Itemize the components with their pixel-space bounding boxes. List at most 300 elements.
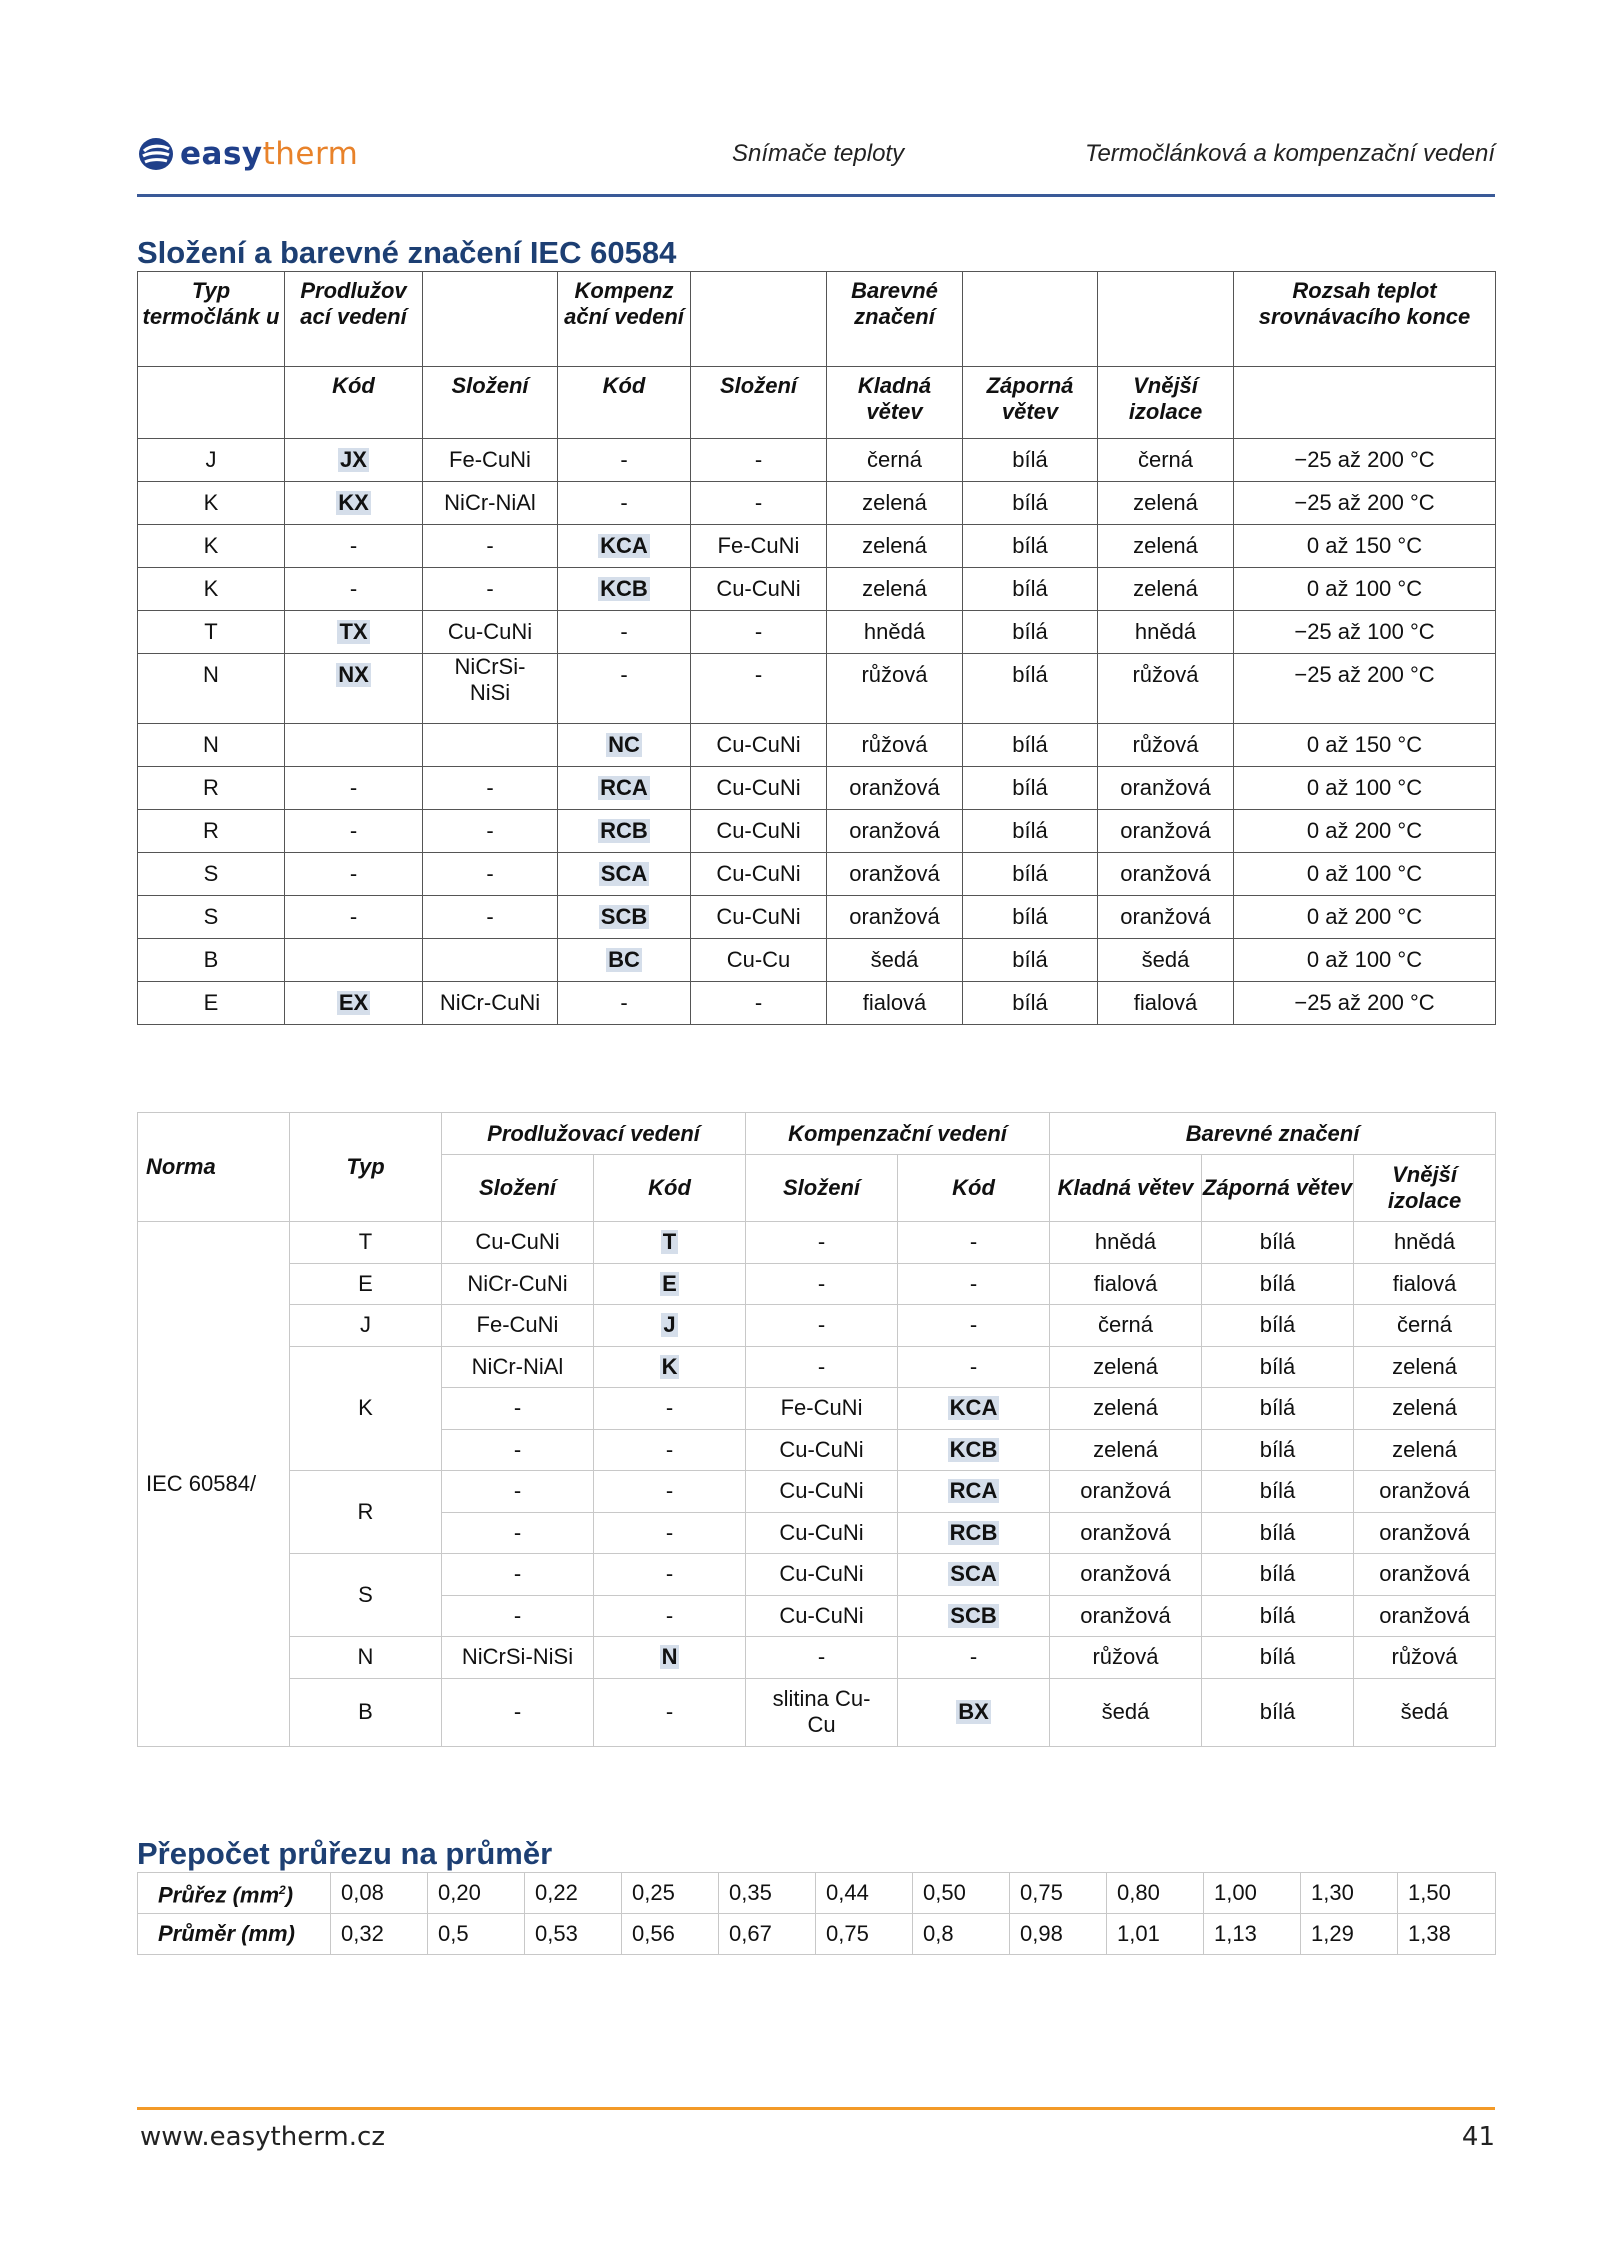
- col-header-comp-composition: Složení: [746, 1155, 898, 1222]
- page-number: 41: [1461, 2122, 1495, 2152]
- cell-pos: oranžová: [1050, 1554, 1202, 1596]
- col-subheader: Vnější izolace: [1098, 367, 1234, 439]
- cell-comp-code: [558, 853, 691, 896]
- cell-pos: růžová: [827, 654, 963, 724]
- cell-comp-code: [558, 525, 691, 568]
- cell-cross-section: 0,80: [1107, 1873, 1204, 1914]
- cell-cross-section: 1,50: [1398, 1873, 1496, 1914]
- cell-ext-code: [285, 654, 423, 724]
- cell-neg: bílá: [1202, 1512, 1354, 1554]
- cell-pos: oranžová: [827, 810, 963, 853]
- cell-cross-section: 0,22: [525, 1873, 622, 1914]
- cell-outer: fialová: [1098, 982, 1234, 1025]
- cell-comp-comp: Cu-CuNi: [746, 1512, 898, 1554]
- cell-cross-section: 0,50: [913, 1873, 1010, 1914]
- cell-ext-code: -: [285, 853, 423, 896]
- cell-ext-code: [285, 482, 423, 525]
- cell-comp-code: -: [898, 1346, 1050, 1388]
- col-subheader: [138, 367, 285, 439]
- cell-comp-comp: Cu-CuNi: [691, 767, 827, 810]
- cell-comp-comp: -: [746, 1305, 898, 1347]
- code-badge: KCA: [600, 533, 648, 558]
- col-header-outer: Vnější izolace: [1354, 1155, 1496, 1222]
- cell-pos: hnědá: [1050, 1222, 1202, 1264]
- cell-comp-code: [558, 724, 691, 767]
- cell-ext-code: [285, 439, 423, 482]
- code-badge: JX: [340, 447, 367, 472]
- cell-pos: oranžová: [1050, 1471, 1202, 1513]
- cell-neg: bílá: [963, 767, 1098, 810]
- cell-pos: zelená: [827, 525, 963, 568]
- composition-color-table: [137, 271, 1496, 1025]
- cell-comp-comp: -: [691, 482, 827, 525]
- cell-ext-comp: Fe-CuNi: [423, 439, 558, 482]
- col-group-color: Barevné značení: [1050, 1113, 1496, 1155]
- cell-norma: IEC 60584/: [138, 1222, 290, 1747]
- cell-outer: hnědá: [1098, 611, 1234, 654]
- cell-cross-section: 0,35: [719, 1873, 816, 1914]
- cell-cross-section: 1,00: [1204, 1873, 1301, 1914]
- section-title-composition: Složení a barevné značení IEC 60584: [137, 235, 677, 270]
- cell-typ: B: [290, 1678, 442, 1746]
- col-header: [963, 272, 1098, 367]
- code-badge: J: [663, 1312, 676, 1338]
- cell-ext-code: -: [594, 1388, 746, 1430]
- footer-divider: [137, 2107, 1495, 2110]
- cell-ext-code: [285, 939, 423, 982]
- header-divider: [137, 194, 1495, 197]
- code-badge: BC: [608, 947, 640, 972]
- col-group-extension: Prodlužovací vedení: [442, 1113, 746, 1155]
- row-label-superscript: 2: [279, 1883, 286, 1898]
- cell-outer: černá: [1098, 439, 1234, 482]
- cell-comp-comp: Cu-CuNi: [746, 1471, 898, 1513]
- cell-cross-section: 0,20: [428, 1873, 525, 1914]
- cell-outer: oranžová: [1098, 810, 1234, 853]
- col-header: Barevné značení: [827, 272, 963, 367]
- col-subheader: Kód: [558, 367, 691, 439]
- code-badge: RCB: [600, 818, 648, 843]
- cell-comp-comp: -: [691, 654, 827, 724]
- cell-comp-code: [898, 1512, 1050, 1554]
- table-row: [138, 853, 1496, 896]
- col-header-ext-code: Kód: [594, 1155, 746, 1222]
- cell-pos: šedá: [827, 939, 963, 982]
- cell-ext-comp: -: [442, 1429, 594, 1471]
- cell-comp-code: [558, 939, 691, 982]
- cell-pos: fialová: [1050, 1263, 1202, 1305]
- cell-ext-comp: [423, 939, 558, 982]
- row-label-text-end: ): [285, 1882, 294, 1908]
- table-row: [138, 982, 1496, 1025]
- cell-pos: oranžová: [827, 767, 963, 810]
- cell-pos: černá: [1050, 1305, 1202, 1347]
- cell-neg: bílá: [963, 724, 1098, 767]
- cell-pos: oranžová: [1050, 1512, 1202, 1554]
- table-row: [138, 939, 1496, 982]
- cell-ext-comp: -: [442, 1678, 594, 1746]
- table-row: [138, 1222, 1496, 1264]
- cell-outer: oranžová: [1354, 1512, 1496, 1554]
- cell-typ: R: [290, 1471, 442, 1554]
- cell-neg: bílá: [963, 439, 1098, 482]
- cell-comp-code: -: [558, 982, 691, 1025]
- cell-diameter: 1,13: [1204, 1914, 1301, 1955]
- cell-comp-comp: Cu-Cu: [691, 939, 827, 982]
- code-badge: EX: [338, 990, 369, 1015]
- cell-typ: E: [290, 1263, 442, 1305]
- cell-typ: S: [138, 853, 285, 896]
- col-header-negative: Záporná větev: [1202, 1155, 1354, 1222]
- cell-pos: zelená: [827, 482, 963, 525]
- code-badge: BX: [958, 1699, 989, 1724]
- cell-ext-code: -: [285, 767, 423, 810]
- cell-range: 0 až 100 °C: [1234, 568, 1496, 611]
- code-badge: SCB: [600, 904, 648, 929]
- cell-neg: bílá: [963, 611, 1098, 654]
- cell-ext-comp: -: [423, 853, 558, 896]
- code-badge: N: [661, 1644, 678, 1670]
- cell-pos: růžová: [827, 724, 963, 767]
- cell-comp-comp: -: [691, 982, 827, 1025]
- cell-ext-comp: -: [423, 525, 558, 568]
- cell-typ: K: [138, 568, 285, 611]
- cell-comp-code: -: [898, 1305, 1050, 1347]
- cell-neg: bílá: [1202, 1429, 1354, 1471]
- cell-comp-comp: Fe-CuNi: [691, 525, 827, 568]
- col-header-typ: Typ: [290, 1113, 442, 1222]
- header-section: Snímače teploty: [732, 140, 905, 167]
- cell-ext-comp: NiCr-NiAl: [442, 1346, 594, 1388]
- code-badge: NX: [338, 662, 369, 687]
- cell-typ: T: [290, 1222, 442, 1264]
- col-subheader: Záporná větev: [963, 367, 1098, 439]
- cell-comp-code: [898, 1471, 1050, 1513]
- cell-ext-comp: -: [423, 568, 558, 611]
- cell-ext-code: -: [594, 1678, 746, 1746]
- cell-diameter: 1,01: [1107, 1914, 1204, 1955]
- cell-outer: šedá: [1098, 939, 1234, 982]
- code-badge: RCA: [949, 1478, 998, 1504]
- cell-range: 0 až 150 °C: [1234, 724, 1496, 767]
- section-title-conversion: Přepočet průřezu na průměr: [137, 1836, 553, 1871]
- cell-diameter: 0,8: [913, 1914, 1010, 1955]
- code-badge: E: [662, 1270, 677, 1296]
- col-header: Rozsah teplot srovnávacího konce: [1234, 272, 1496, 367]
- cell-range: 0 až 100 °C: [1234, 767, 1496, 810]
- cell-typ: T: [138, 611, 285, 654]
- table-row: [138, 896, 1496, 939]
- cell-neg: bílá: [1202, 1678, 1354, 1746]
- cell-neg: bílá: [963, 810, 1098, 853]
- cell-comp-code: -: [898, 1263, 1050, 1305]
- cell-cross-section: 1,30: [1301, 1873, 1398, 1914]
- cell-ext-comp: -: [442, 1471, 594, 1513]
- cell-ext-code: [594, 1305, 746, 1347]
- cell-neg: bílá: [963, 896, 1098, 939]
- cell-comp-code: -: [898, 1222, 1050, 1264]
- cell-typ: R: [138, 767, 285, 810]
- cell-outer: zelená: [1098, 568, 1234, 611]
- cell-typ: R: [138, 810, 285, 853]
- cell-range: 0 až 200 °C: [1234, 810, 1496, 853]
- code-badge: K: [661, 1353, 678, 1379]
- code-badge: RCB: [949, 1519, 998, 1545]
- cell-range: −25 až 200 °C: [1234, 654, 1496, 724]
- cell-comp-code: [898, 1388, 1050, 1430]
- cell-pos: zelená: [1050, 1388, 1202, 1430]
- table-row: [138, 1637, 1496, 1679]
- cell-outer: oranžová: [1354, 1471, 1496, 1513]
- cell-ext-code: -: [594, 1595, 746, 1637]
- brand-logo: [138, 134, 358, 174]
- cell-neg: bílá: [1202, 1263, 1354, 1305]
- cell-ext-code: [594, 1263, 746, 1305]
- col-subheader: Složení: [423, 367, 558, 439]
- table-row: [138, 1346, 1496, 1388]
- cell-ext-comp: NiCrSi-NiSi: [442, 1637, 594, 1679]
- cell-cross-section: 0,25: [622, 1873, 719, 1914]
- table-row: [138, 724, 1496, 767]
- col-header: Prodlužov ací vedení: [285, 272, 423, 367]
- cell-ext-comp: NiCrSi-NiSi: [423, 654, 558, 724]
- col-header: [691, 272, 827, 367]
- cell-range: 0 až 100 °C: [1234, 939, 1496, 982]
- cell-comp-comp: Cu-CuNi: [691, 568, 827, 611]
- cell-ext-code: -: [594, 1554, 746, 1596]
- cell-neg: bílá: [963, 853, 1098, 896]
- cell-comp-comp: Cu-CuNi: [691, 810, 827, 853]
- cell-ext-code: [594, 1637, 746, 1679]
- cross-section-conversion-table: [137, 1872, 1496, 1955]
- cell-ext-comp: -: [442, 1595, 594, 1637]
- cell-typ: N: [138, 654, 285, 724]
- code-badge: SCA: [950, 1561, 997, 1587]
- code-badge: T: [662, 1229, 677, 1255]
- table-row: [138, 1678, 1496, 1746]
- table-subheader-row: [138, 367, 1496, 439]
- cell-pos: oranžová: [1050, 1595, 1202, 1637]
- cell-neg: bílá: [963, 654, 1098, 724]
- cell-ext-comp: Fe-CuNi: [442, 1305, 594, 1347]
- cell-neg: bílá: [963, 982, 1098, 1025]
- cell-pos: růžová: [1050, 1637, 1202, 1679]
- col-subheader: Složení: [691, 367, 827, 439]
- code-badge: SCA: [600, 861, 648, 886]
- code-badge: KCB: [949, 1436, 998, 1462]
- cell-comp-comp: Cu-CuNi: [746, 1429, 898, 1471]
- col-subheader: Kladná větev: [827, 367, 963, 439]
- cell-neg: bílá: [1202, 1637, 1354, 1679]
- cell-neg: bílá: [1202, 1388, 1354, 1430]
- table-row: [138, 482, 1496, 525]
- cell-comp-comp: -: [691, 439, 827, 482]
- col-header-positive: Kladná větev: [1050, 1155, 1202, 1222]
- cell-pos: šedá: [1050, 1678, 1202, 1746]
- cell-outer: zelená: [1354, 1388, 1496, 1430]
- cell-typ: N: [290, 1637, 442, 1679]
- cell-comp-comp: -: [746, 1346, 898, 1388]
- col-header: Typ termočlánk u: [138, 272, 285, 367]
- cell-neg: bílá: [963, 568, 1098, 611]
- cell-comp-comp: Cu-CuNi: [691, 724, 827, 767]
- cell-ext-code: [285, 724, 423, 767]
- cell-typ: S: [290, 1554, 442, 1637]
- table-row: [138, 767, 1496, 810]
- cell-typ: J: [138, 439, 285, 482]
- cell-ext-code: -: [285, 525, 423, 568]
- table-row: [138, 1263, 1496, 1305]
- col-header-comp-code: Kód: [898, 1155, 1050, 1222]
- cell-outer: zelená: [1354, 1346, 1496, 1388]
- cell-ext-comp: Cu-CuNi: [442, 1222, 594, 1264]
- table-row: [138, 654, 1496, 724]
- col-header-ext-composition: Složení: [442, 1155, 594, 1222]
- cell-ext-comp: NiCr-NiAl: [423, 482, 558, 525]
- cell-comp-code: [558, 810, 691, 853]
- cell-ext-code: -: [285, 568, 423, 611]
- cell-neg: bílá: [1202, 1222, 1354, 1264]
- cell-pos: oranžová: [827, 853, 963, 896]
- cell-comp-code: [898, 1429, 1050, 1471]
- cell-pos: černá: [827, 439, 963, 482]
- cell-range: 0 až 150 °C: [1234, 525, 1496, 568]
- cell-comp-code: [898, 1595, 1050, 1637]
- table-header-row: [138, 1113, 1496, 1155]
- table-row: [138, 1471, 1496, 1513]
- cell-typ: S: [138, 896, 285, 939]
- cell-outer: šedá: [1354, 1678, 1496, 1746]
- cell-range: 0 až 200 °C: [1234, 896, 1496, 939]
- cell-outer: růžová: [1354, 1637, 1496, 1679]
- cell-comp-comp: slitina Cu-Cu: [746, 1678, 898, 1746]
- cell-ext-code: -: [285, 810, 423, 853]
- cell-neg: bílá: [1202, 1595, 1354, 1637]
- cell-ext-comp: -: [423, 767, 558, 810]
- cell-outer: oranžová: [1098, 767, 1234, 810]
- iec-cable-table: [137, 1112, 1496, 1747]
- cell-typ: B: [138, 939, 285, 982]
- table-row: [138, 1305, 1496, 1347]
- cell-outer: oranžová: [1098, 853, 1234, 896]
- col-header-norma: Norma: [138, 1113, 290, 1222]
- table-row: [138, 810, 1496, 853]
- col-subheader: [1234, 367, 1496, 439]
- cell-comp-code: -: [898, 1637, 1050, 1679]
- cell-diameter: 0,67: [719, 1914, 816, 1955]
- cell-ext-code: [285, 982, 423, 1025]
- cell-typ: N: [138, 724, 285, 767]
- cell-neg: bílá: [963, 482, 1098, 525]
- cell-comp-comp: -: [746, 1222, 898, 1264]
- cell-ext-comp: NiCr-CuNi: [442, 1263, 594, 1305]
- cell-comp-code: [558, 767, 691, 810]
- cell-comp-comp: -: [691, 611, 827, 654]
- cell-pos: oranžová: [827, 896, 963, 939]
- cell-comp-comp: -: [746, 1637, 898, 1679]
- cell-cross-section: 0,44: [816, 1873, 913, 1914]
- cell-outer: růžová: [1098, 654, 1234, 724]
- cell-ext-comp: -: [442, 1554, 594, 1596]
- cell-range: −25 až 200 °C: [1234, 982, 1496, 1025]
- cell-typ: J: [290, 1305, 442, 1347]
- col-header: [423, 272, 558, 367]
- cell-pos: zelená: [1050, 1346, 1202, 1388]
- brand-name-therm: therm: [262, 136, 359, 172]
- cell-ext-comp: -: [423, 810, 558, 853]
- cell-ext-code: -: [594, 1512, 746, 1554]
- cell-range: −25 až 100 °C: [1234, 611, 1496, 654]
- cell-diameter: 0,53: [525, 1914, 622, 1955]
- cell-neg: bílá: [1202, 1554, 1354, 1596]
- cell-comp-comp: Cu-CuNi: [746, 1554, 898, 1596]
- cell-typ: K: [138, 482, 285, 525]
- cell-ext-code: [285, 611, 423, 654]
- cell-neg: bílá: [963, 939, 1098, 982]
- cell-comp-comp: -: [746, 1263, 898, 1305]
- code-badge: KX: [338, 490, 369, 515]
- cell-comp-code: -: [558, 439, 691, 482]
- col-header: Kompenz ační vedení: [558, 272, 691, 367]
- cell-pos: hnědá: [827, 611, 963, 654]
- cell-neg: bílá: [1202, 1346, 1354, 1388]
- cell-typ: K: [290, 1346, 442, 1471]
- table-row-cross-section: [138, 1873, 1496, 1914]
- col-header: [1098, 272, 1234, 367]
- footer-website-link[interactable]: www.easytherm.cz: [140, 2122, 385, 2152]
- cell-neg: bílá: [1202, 1305, 1354, 1347]
- code-badge: KCA: [949, 1395, 998, 1421]
- cell-ext-comp: -: [442, 1388, 594, 1430]
- cell-outer: růžová: [1098, 724, 1234, 767]
- cell-ext-comp: -: [442, 1512, 594, 1554]
- table-row-diameter: [138, 1914, 1496, 1955]
- table-row: [138, 525, 1496, 568]
- row-label-diameter: Průměr (mm): [138, 1914, 331, 1955]
- code-badge: NC: [608, 732, 640, 757]
- cell-outer: hnědá: [1354, 1222, 1496, 1264]
- col-group-compensation: Kompenzační vedení: [746, 1113, 1050, 1155]
- cell-diameter: 0,32: [331, 1914, 428, 1955]
- cell-pos: zelená: [1050, 1429, 1202, 1471]
- cell-comp-code: -: [558, 611, 691, 654]
- cell-outer: oranžová: [1354, 1595, 1496, 1637]
- cell-pos: fialová: [827, 982, 963, 1025]
- cell-diameter: 0,98: [1010, 1914, 1107, 1955]
- cell-diameter: 1,29: [1301, 1914, 1398, 1955]
- cell-outer: zelená: [1354, 1429, 1496, 1471]
- cell-comp-code: [558, 896, 691, 939]
- cell-ext-code: [594, 1222, 746, 1264]
- row-label-text: Průřez (mm: [158, 1882, 280, 1908]
- cell-comp-code: [558, 568, 691, 611]
- cell-outer: zelená: [1098, 482, 1234, 525]
- cell-ext-comp: [423, 724, 558, 767]
- cell-neg: bílá: [1202, 1471, 1354, 1513]
- table-row: [138, 611, 1496, 654]
- cell-outer: fialová: [1354, 1263, 1496, 1305]
- cell-diameter: 0,75: [816, 1914, 913, 1955]
- cell-comp-comp: Cu-CuNi: [746, 1595, 898, 1637]
- cell-ext-comp: Cu-CuNi: [423, 611, 558, 654]
- cell-cross-section: 0,75: [1010, 1873, 1107, 1914]
- cell-pos: zelená: [827, 568, 963, 611]
- cell-diameter: 0,5: [428, 1914, 525, 1955]
- cell-ext-code: [594, 1346, 746, 1388]
- cell-typ: E: [138, 982, 285, 1025]
- cell-comp-code: -: [558, 482, 691, 525]
- cell-outer: oranžová: [1098, 896, 1234, 939]
